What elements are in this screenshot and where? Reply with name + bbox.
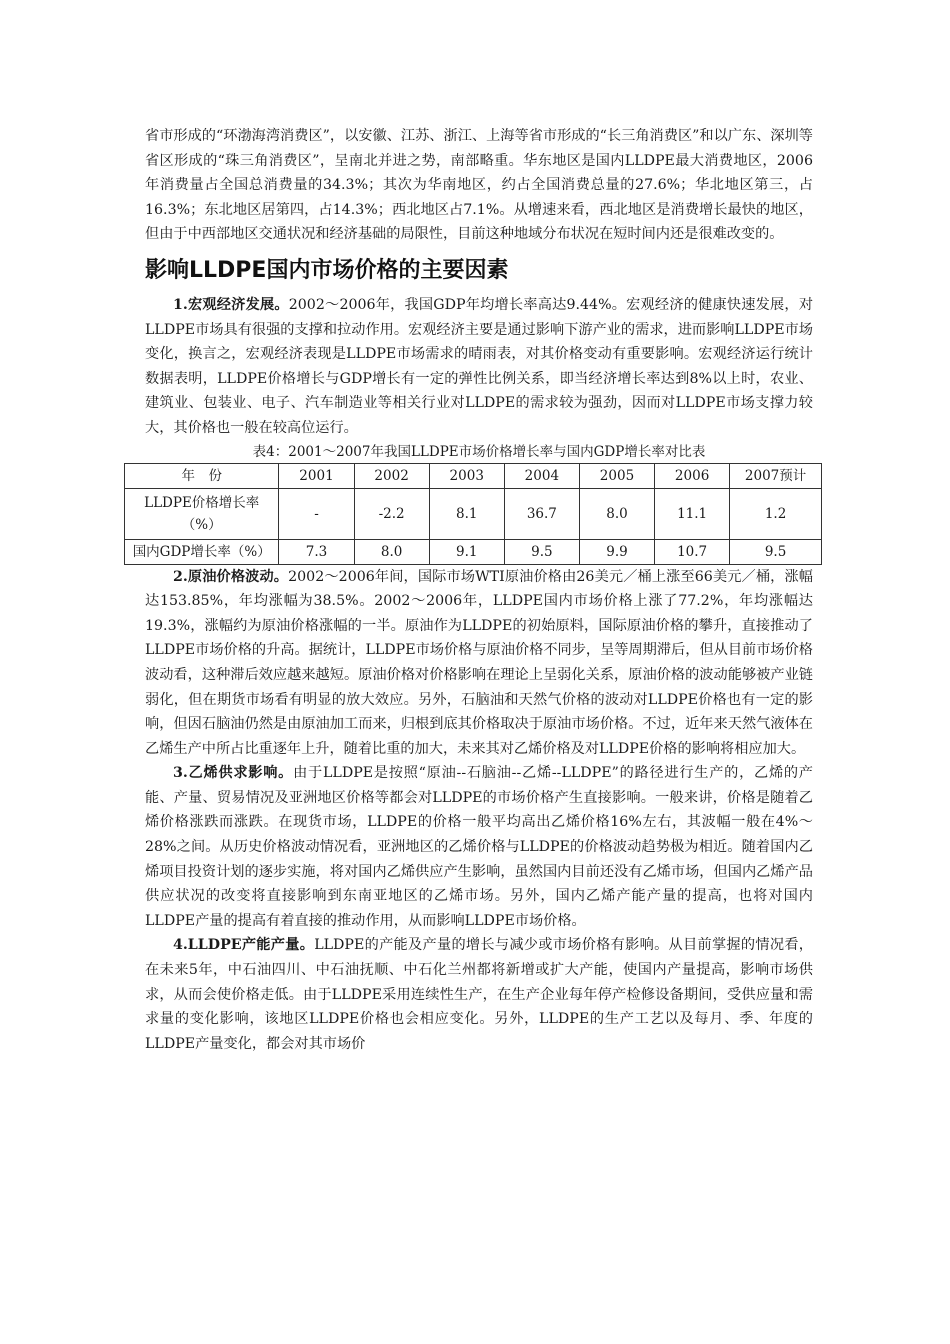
- lldpe-value-cell: 8.0: [579, 488, 654, 539]
- table-header-row: [125, 463, 822, 488]
- comparison-table: [124, 463, 822, 565]
- lldpe-value-cell: 1.2: [730, 488, 822, 539]
- gdp-value-cell: 9.5: [730, 539, 822, 564]
- lldpe-value-cell: 11.1: [655, 488, 730, 539]
- header-label-cell: 年 份: [125, 463, 279, 488]
- factor-4-text: LLDPE的产能及产量的增长与减少或市场价格有影响。从目前掌握的情况看，在未来5年，中石油四川、中石油抚顺、中石化兰州都将新增或扩大产能，使国内产量提高，影响市场供求，从而会使价格走低。由于LLDPE采用连续性生产，在生产企业每年停产检修设备期间，受供应量和需求量的变化影响，该地区LLDPE价格也会相应变化。另外，LLDPE的生产工艺以及每月、季、年度的LLDPE产量变化，都会对其市场价: [145, 937, 813, 1052]
- section-heading: 影响LLDPE国内市场价格的主要因素: [145, 257, 509, 283]
- year-cell: 2006: [655, 463, 730, 488]
- lldpe-label-text: LLDPE价格增长率: [144, 494, 260, 511]
- lldpe-row-label: [125, 488, 279, 539]
- lldpe-value-cell: -: [279, 488, 354, 539]
- gdp-value-cell: 8.0: [354, 539, 429, 564]
- table-caption: 表4：2001～2007年我国LLDPE市场价格增长率与国内GDP增长率对比表: [252, 443, 706, 460]
- gdp-value-cell: 10.7: [655, 539, 730, 564]
- year-cell: 2004: [504, 463, 579, 488]
- gdp-value-cell: 9.1: [429, 539, 504, 564]
- document-body: [132, 124, 814, 1056]
- gdp-value-cell: 9.9: [579, 539, 654, 564]
- lldpe-value-cell: -2.2: [354, 488, 429, 539]
- intro-paragraph: 省市形成的“环渤海湾消费区”，以安徽、江苏、浙江、上海等省市形成的“长三角消费区”和以广东、深圳等省区形成的“珠三角消费区”，呈南北并进之势，南部略重。华东地区是国内LLDPE最大消费地区，2006年消费量占全国总消费量的34.3%；其次为华南地区，约占全国消费总量的27.6%；华北地区第三，占16.3%；东北地区居第四，占14.3%；西北地区占7.1%。从增速来看，西北地区是消费增长最快的地区，但由于中西部地区交通状况和经济基础的局限性，目前这种地域分布状况在短时间内还是很难改变的。: [145, 128, 813, 243]
- lldpe-growth-row: [125, 488, 822, 539]
- year-cell: 2007预计: [730, 463, 822, 488]
- gdp-value-cell: 7.3: [279, 539, 354, 564]
- year-cell: 2005: [579, 463, 654, 488]
- year-cell: 2002: [354, 463, 429, 488]
- factor-3-text: 由于LLDPE是按照“原油--石脑油--乙烯--LLDPE”的路径进行生产的，乙烯的产能、产量、贸易情况及亚洲地区价格等都会对LLDPE的市场价格产生直接影响。一般来讲，价格是随着乙烯价格涨跌而涨跌。在现货市场，LLDPE的价格一般平均高出乙烯价格16%左右，其波幅一般在4%～28%之间。从历史价格波动情况看，亚洲地区的乙烯价格与LLDPE的价格波动趋势极为相近。随着国内乙烯项目投资计划的逐步实施，将对国内乙烯供应产生影响，虽然国内目前还没有乙烯市场，但国内乙烯产品供应状况的改变将直接影响到东南亚地区的乙烯市场。另外，国内乙烯产能产量的提高，也将对国内LLDPE产量的提高有着直接的推动作用，从而影响LLDPE市场价格。: [145, 765, 813, 929]
- factor-1-title: 1.宏观经济发展。: [173, 296, 289, 313]
- gdp-growth-row: [125, 539, 822, 564]
- lldpe-value-cell: 8.1: [429, 488, 504, 539]
- year-cell: 2001: [279, 463, 354, 488]
- factor-4-paragraph: [145, 933, 813, 1056]
- factor-2-title: 2.原油价格波动。: [173, 568, 289, 585]
- factor-4-title: 4.LLDPE产能产量。: [173, 937, 315, 954]
- year-cell: 2003: [429, 463, 504, 488]
- factor-2-paragraph: [145, 565, 813, 762]
- lldpe-label-unit: （%）: [181, 516, 222, 533]
- factor-2-text: 2002～2006年间，国际市场WTI原油价格由26美元／桶上涨至66美元／桶，涨幅达153.85%，年均涨幅为38.5%。2002～2006年，LLDPE国内市场价格上涨了77.2%，年均涨幅达19.3%，涨幅约为原油价格涨幅的一半。原油作为LLDPE的初始原料，国际原油价格的攀升，直接推动了LLDPE市场价格的升高。据统计，LLDPE市场价格与原油价格不同步，呈等周期滞后，但从目前市场价格波动看，这种滞后效应越来越短。原油价格对价格影响在理论上呈弱化关系，原油价格的波动能够被产业链弱化，但在期货市场看有明显的放大效应。另外，石脑油和天然气价格的波动对LLDPE价格也有一定的影响，但因石脑油仍然是由原油加工而来，归根到底其价格取决于原油市场价格。不过，近年来天然气液体在乙烯生产中所占比重逐年上升，随着比重的加大，未来其对乙烯价格及对LLDPE价格的影响将相应加大。: [145, 568, 813, 757]
- factor-1-paragraph: [145, 293, 813, 441]
- factor-1-text: 2002～2006年，我国GDP年均增长率高达9.44%。宏观经济的健康快速发展，对LLDPE市场具有很强的支撑和拉动作用。宏观经济主要是通过影响下游产业的需求，进而影响LLDPE市场变化，换言之，宏观经济表现是LLDPE市场需求的晴雨表，对其价格变动有重要影响。宏观经济运行统计数据表明，LLDPE价格增长与GDP增长有一定的弹性比例关系，即当经济增长率达到8%以上时，农业、建筑业、包装业、电子、汽车制造业等相关行业对LLDPE的需求较为强劲，因而对LLDPE市场支撑力较大，其价格也一般在较高位运行。: [145, 296, 814, 436]
- lldpe-value-cell: 36.7: [504, 488, 579, 539]
- gdp-row-label: 国内GDP增长率（%）: [125, 539, 279, 564]
- factor-3-title: 3.乙烯供求影响。: [173, 765, 294, 782]
- factor-3-paragraph: [145, 761, 813, 933]
- gdp-value-cell: 9.5: [504, 539, 579, 564]
